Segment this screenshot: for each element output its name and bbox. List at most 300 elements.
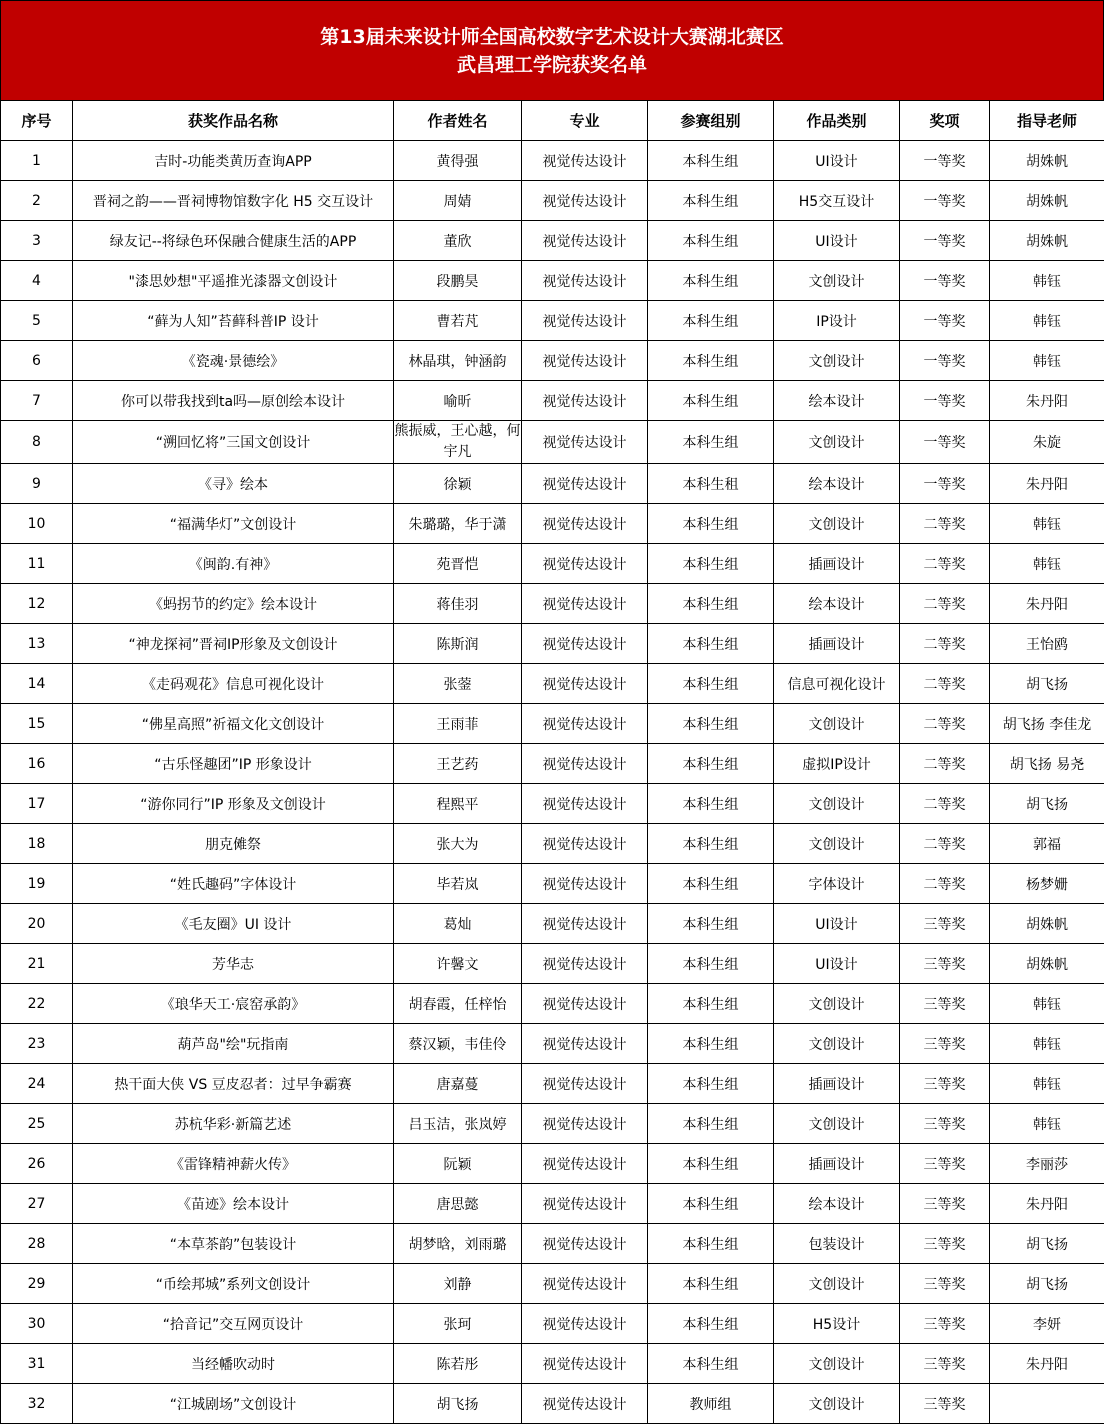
header-work-name: 获奖作品名称 (73, 101, 394, 141)
cell-category: 字体设计 (774, 864, 900, 904)
header-row (1, 101, 1104, 141)
cell-work-name: “佛星高照”祈福文化文创设计 (73, 704, 394, 744)
cell-group: 本科生组 (648, 341, 774, 381)
cell-category: UI设计 (774, 944, 900, 984)
cell-work-name: “拾音记”交互网页设计 (73, 1304, 394, 1344)
cell-advisor: 朱丹阳 (990, 1344, 1104, 1384)
cell-work-name: 绿友记--将绿色环保融合健康生活的APP (73, 221, 394, 261)
cell-advisor: 胡姝帆 (990, 904, 1104, 944)
cell-advisor: 朱丹阳 (990, 1184, 1104, 1224)
cell-author: 段鹏昊 (394, 261, 522, 301)
cell-award: 三等奖 (900, 904, 990, 944)
cell-group: 本科生组 (648, 1304, 774, 1344)
cell-group: 本科生组 (648, 1104, 774, 1144)
cell-major: 视觉传达设计 (522, 141, 648, 181)
cell-award: 二等奖 (900, 624, 990, 664)
cell-author: 苑晋恺 (394, 544, 522, 584)
cell-group: 本科生租 (648, 464, 774, 504)
table-row (1, 664, 1104, 704)
cell-award: 三等奖 (900, 1184, 990, 1224)
cell-author: 蔡汉颖，韦佳伶 (394, 1024, 522, 1064)
cell-group: 本科生组 (648, 1264, 774, 1304)
cell-advisor: 胡飞扬 (990, 664, 1104, 704)
cell-major: 视觉传达设计 (522, 864, 648, 904)
cell-award: 三等奖 (900, 1144, 990, 1184)
cell-advisor: 韩钰 (990, 544, 1104, 584)
cell-major: 视觉传达设计 (522, 744, 648, 784)
table-row (1, 784, 1104, 824)
cell-major: 视觉传达设计 (522, 1024, 648, 1064)
cell-advisor: 胡姝帆 (990, 221, 1104, 261)
cell-author: 黄得强 (394, 141, 522, 181)
cell-index: 26 (1, 1144, 73, 1184)
table-row (1, 301, 1104, 341)
cell-group: 本科生组 (648, 984, 774, 1024)
cell-category: 文创设计 (774, 341, 900, 381)
cell-major: 视觉传达设计 (522, 704, 648, 744)
cell-award: 一等奖 (900, 141, 990, 181)
cell-category: 信息可视化设计 (774, 664, 900, 704)
cell-advisor: 韩钰 (990, 261, 1104, 301)
cell-advisor: 韩钰 (990, 301, 1104, 341)
cell-author: 张蓥 (394, 664, 522, 704)
cell-major: 视觉传达设计 (522, 1104, 648, 1144)
cell-advisor: 胡飞扬 李佳龙 (990, 704, 1104, 744)
cell-advisor: 胡飞扬 (990, 784, 1104, 824)
cell-advisor: 韩钰 (990, 1064, 1104, 1104)
cell-author: 唐思懿 (394, 1184, 522, 1224)
cell-author: 张大为 (394, 824, 522, 864)
cell-author: 王雨菲 (394, 704, 522, 744)
cell-advisor: 胡姝帆 (990, 141, 1104, 181)
cell-award: 三等奖 (900, 944, 990, 984)
cell-work-name: 当经幡吹动时 (73, 1344, 394, 1384)
cell-work-name: “币绘邦城”系列文创设计 (73, 1264, 394, 1304)
table-row (1, 1064, 1104, 1104)
table-row (1, 1264, 1104, 1304)
cell-group: 本科生组 (648, 1224, 774, 1264)
cell-index: 29 (1, 1264, 73, 1304)
cell-category: 文创设计 (774, 824, 900, 864)
cell-work-name: “游你同行”IP 形象及文创设计 (73, 784, 394, 824)
cell-category: UI设计 (774, 904, 900, 944)
table-row (1, 1304, 1104, 1344)
cell-advisor: 王怡鸥 (990, 624, 1104, 664)
cell-category: IP设计 (774, 301, 900, 341)
title-banner (0, 0, 1104, 100)
cell-work-name: 苏杭华彩·新篇艺述 (73, 1104, 394, 1144)
cell-award: 三等奖 (900, 1304, 990, 1344)
cell-index: 27 (1, 1184, 73, 1224)
table-row (1, 1384, 1104, 1424)
cell-group: 本科生组 (648, 141, 774, 181)
cell-author: 阮颖 (394, 1144, 522, 1184)
cell-category: 文创设计 (774, 261, 900, 301)
cell-advisor: 韩钰 (990, 1024, 1104, 1064)
cell-work-name: “古乐怪趣团”IP 形象设计 (73, 744, 394, 784)
cell-work-name: 《寻》绘本 (73, 464, 394, 504)
cell-work-name: 《雷锋精神薪火传》 (73, 1144, 394, 1184)
award-table (0, 100, 1104, 1424)
cell-group: 本科生组 (648, 181, 774, 221)
cell-work-name: 你可以带我找到ta吗—原创绘本设计 (73, 381, 394, 421)
cell-index: 28 (1, 1224, 73, 1264)
cell-author: 王艺药 (394, 744, 522, 784)
cell-category: 绘本设计 (774, 1184, 900, 1224)
cell-award: 一等奖 (900, 261, 990, 301)
cell-work-name: 吉时-功能类黄历查询APP (73, 141, 394, 181)
cell-work-name: “神龙探祠”晋祠IP形象及文创设计 (73, 624, 394, 664)
cell-category: 虚拟IP设计 (774, 744, 900, 784)
table-row (1, 1224, 1104, 1264)
cell-group: 本科生组 (648, 744, 774, 784)
cell-group: 本科生组 (648, 1024, 774, 1064)
table-row (1, 624, 1104, 664)
cell-group: 本科生组 (648, 944, 774, 984)
cell-category: H5交互设计 (774, 181, 900, 221)
cell-category: 文创设计 (774, 504, 900, 544)
cell-group: 本科生组 (648, 904, 774, 944)
table-row (1, 141, 1104, 181)
cell-award: 三等奖 (900, 1104, 990, 1144)
cell-index: 2 (1, 181, 73, 221)
cell-group: 本科生组 (648, 421, 774, 464)
table-row (1, 744, 1104, 784)
cell-major: 视觉传达设计 (522, 904, 648, 944)
cell-advisor: 朱丹阳 (990, 464, 1104, 504)
table-row (1, 824, 1104, 864)
cell-advisor: 韩钰 (990, 341, 1104, 381)
cell-award: 二等奖 (900, 704, 990, 744)
cell-major: 视觉传达设计 (522, 504, 648, 544)
cell-author: 陈斯润 (394, 624, 522, 664)
cell-author: 毕若岚 (394, 864, 522, 904)
cell-group: 本科生组 (648, 1344, 774, 1384)
cell-major: 视觉传达设计 (522, 341, 648, 381)
cell-work-name: 热干面大侠 VS 豆皮忍者：过早争霸赛 (73, 1064, 394, 1104)
cell-author: 许馨文 (394, 944, 522, 984)
cell-index: 4 (1, 261, 73, 301)
table-row (1, 341, 1104, 381)
cell-major: 视觉传达设计 (522, 1224, 648, 1264)
cell-award: 二等奖 (900, 864, 990, 904)
cell-category: 包装设计 (774, 1224, 900, 1264)
cell-author: 张珂 (394, 1304, 522, 1344)
cell-index: 20 (1, 904, 73, 944)
cell-award: 一等奖 (900, 381, 990, 421)
cell-award: 二等奖 (900, 504, 990, 544)
cell-author: 唐嘉蔓 (394, 1064, 522, 1104)
page-title: 第13届未来设计师全国高校数字艺术设计大赛湖北赛区 (320, 25, 784, 48)
cell-advisor: 李丽莎 (990, 1144, 1104, 1184)
cell-group: 本科生组 (648, 544, 774, 584)
cell-index: 14 (1, 664, 73, 704)
cell-award: 三等奖 (900, 1024, 990, 1064)
cell-index: 19 (1, 864, 73, 904)
cell-major: 视觉传达设计 (522, 1304, 648, 1344)
header-index: 序号 (1, 101, 73, 141)
cell-group: 本科生组 (648, 1184, 774, 1224)
cell-group: 本科生组 (648, 584, 774, 624)
table-row (1, 864, 1104, 904)
cell-work-name: “溯回忆将”三国文创设计 (73, 421, 394, 464)
table-body (1, 141, 1104, 1424)
cell-category: 插画设计 (774, 624, 900, 664)
cell-index: 15 (1, 704, 73, 744)
cell-category: 文创设计 (774, 421, 900, 464)
cell-work-name: “福满华灯”文创设计 (73, 504, 394, 544)
cell-author: 葛灿 (394, 904, 522, 944)
cell-category: UI设计 (774, 141, 900, 181)
cell-category: 插画设计 (774, 1144, 900, 1184)
cell-advisor: 韩钰 (990, 984, 1104, 1024)
cell-index: 18 (1, 824, 73, 864)
cell-category: H5设计 (774, 1304, 900, 1344)
table-row (1, 1184, 1104, 1224)
cell-category: 文创设计 (774, 1344, 900, 1384)
header-award: 奖项 (900, 101, 990, 141)
cell-index: 11 (1, 544, 73, 584)
cell-award: 二等奖 (900, 584, 990, 624)
cell-award: 三等奖 (900, 1344, 990, 1384)
cell-group: 本科生组 (648, 261, 774, 301)
cell-author: 徐颖 (394, 464, 522, 504)
cell-major: 视觉传达设计 (522, 1264, 648, 1304)
cell-advisor: 胡飞扬 (990, 1224, 1104, 1264)
cell-index: 22 (1, 984, 73, 1024)
cell-major: 视觉传达设计 (522, 664, 648, 704)
cell-category: 插画设计 (774, 544, 900, 584)
table-row (1, 381, 1104, 421)
cell-author: 程熙平 (394, 784, 522, 824)
cell-major: 视觉传达设计 (522, 1344, 648, 1384)
cell-major: 视觉传达设计 (522, 221, 648, 261)
cell-group: 本科生组 (648, 1064, 774, 1104)
cell-advisor: 胡飞扬 (990, 1264, 1104, 1304)
cell-author: 刘静 (394, 1264, 522, 1304)
cell-group: 教师组 (648, 1384, 774, 1424)
cell-award: 二等奖 (900, 784, 990, 824)
cell-category: 文创设计 (774, 1104, 900, 1144)
cell-work-name: 葫芦岛"绘"玩指南 (73, 1024, 394, 1064)
cell-major: 视觉传达设计 (522, 944, 648, 984)
cell-award: 三等奖 (900, 984, 990, 1024)
cell-advisor: 韩钰 (990, 504, 1104, 544)
cell-major: 视觉传达设计 (522, 824, 648, 864)
cell-author: 熊振威，王心越，何宇凡 (394, 421, 522, 464)
table-row (1, 704, 1104, 744)
cell-award: 一等奖 (900, 181, 990, 221)
table-row (1, 221, 1104, 261)
cell-advisor: 胡姝帆 (990, 181, 1104, 221)
cell-work-name: 《琅华天工·宸窑承韵》 (73, 984, 394, 1024)
cell-author: 林晶琪，钟涵韵 (394, 341, 522, 381)
cell-group: 本科生组 (648, 824, 774, 864)
cell-major: 视觉传达设计 (522, 1144, 648, 1184)
cell-major: 视觉传达设计 (522, 261, 648, 301)
cell-author: 董欣 (394, 221, 522, 261)
cell-author: 胡飞扬 (394, 1384, 522, 1424)
cell-index: 17 (1, 784, 73, 824)
cell-advisor: 韩钰 (990, 1104, 1104, 1144)
cell-group: 本科生组 (648, 1144, 774, 1184)
cell-award: 一等奖 (900, 464, 990, 504)
cell-work-name: 《瓷魂·景德绘》 (73, 341, 394, 381)
cell-award: 三等奖 (900, 1264, 990, 1304)
cell-author: 朱璐璐，华于潇 (394, 504, 522, 544)
cell-major: 视觉传达设计 (522, 1384, 648, 1424)
cell-major: 视觉传达设计 (522, 1064, 648, 1104)
cell-award: 一等奖 (900, 421, 990, 464)
cell-index: 5 (1, 301, 73, 341)
table-row (1, 1024, 1104, 1064)
cell-award: 一等奖 (900, 341, 990, 381)
cell-index: 9 (1, 464, 73, 504)
cell-work-name: 晋祠之韵——晋祠博物馆数字化 H5 交互设计 (73, 181, 394, 221)
cell-work-name: “江城剧场”文创设计 (73, 1384, 394, 1424)
cell-award: 三等奖 (900, 1224, 990, 1264)
cell-work-name: 芳华志 (73, 944, 394, 984)
cell-work-name: 《闽韵.有神》 (73, 544, 394, 584)
cell-major: 视觉传达设计 (522, 381, 648, 421)
cell-category: 文创设计 (774, 1384, 900, 1424)
cell-author: 周婧 (394, 181, 522, 221)
cell-index: 8 (1, 421, 73, 464)
header-advisor: 指导老师 (990, 101, 1104, 141)
table-row (1, 944, 1104, 984)
cell-work-name: “藓为人知”苔藓科普IP 设计 (73, 301, 394, 341)
cell-category: 插画设计 (774, 1064, 900, 1104)
cell-index: 25 (1, 1104, 73, 1144)
cell-group: 本科生组 (648, 704, 774, 744)
cell-award: 一等奖 (900, 301, 990, 341)
cell-category: 绘本设计 (774, 584, 900, 624)
cell-major: 视觉传达设计 (522, 984, 648, 1024)
cell-group: 本科生组 (648, 221, 774, 261)
cell-major: 视觉传达设计 (522, 624, 648, 664)
cell-index: 13 (1, 624, 73, 664)
cell-group: 本科生组 (648, 504, 774, 544)
table-row (1, 584, 1104, 624)
cell-index: 30 (1, 1304, 73, 1344)
header-group: 参赛组别 (648, 101, 774, 141)
header-major: 专业 (522, 101, 648, 141)
cell-category: 绘本设计 (774, 464, 900, 504)
cell-group: 本科生组 (648, 864, 774, 904)
cell-advisor: 李妍 (990, 1304, 1104, 1344)
table-row (1, 464, 1104, 504)
cell-group: 本科生组 (648, 784, 774, 824)
cell-award: 二等奖 (900, 664, 990, 704)
cell-award: 二等奖 (900, 544, 990, 584)
header-author: 作者姓名 (394, 101, 522, 141)
table-row (1, 984, 1104, 1024)
cell-work-name: "漆思妙想"平遥推光漆器文创设计 (73, 261, 394, 301)
cell-advisor: 胡姝帆 (990, 944, 1104, 984)
cell-group: 本科生组 (648, 624, 774, 664)
cell-category: 文创设计 (774, 1024, 900, 1064)
cell-award: 一等奖 (900, 221, 990, 261)
cell-work-name: 《走码观花》信息可视化设计 (73, 664, 394, 704)
cell-index: 32 (1, 1384, 73, 1424)
page-subtitle: 武昌理工学院获奖名单 (456, 53, 647, 76)
cell-category: 绘本设计 (774, 381, 900, 421)
cell-major: 视觉传达设计 (522, 421, 648, 464)
cell-index: 3 (1, 221, 73, 261)
table-row (1, 421, 1104, 464)
table-row (1, 904, 1104, 944)
cell-work-name: 《毛友圈》UI 设计 (73, 904, 394, 944)
table-row (1, 261, 1104, 301)
cell-award: 三等奖 (900, 1384, 990, 1424)
cell-category: 文创设计 (774, 984, 900, 1024)
cell-author: 陈若彤 (394, 1344, 522, 1384)
cell-group: 本科生组 (648, 381, 774, 421)
cell-award: 二等奖 (900, 824, 990, 864)
cell-index: 6 (1, 341, 73, 381)
cell-major: 视觉传达设计 (522, 301, 648, 341)
header-category: 作品类别 (774, 101, 900, 141)
cell-major: 视觉传达设计 (522, 544, 648, 584)
table-row (1, 1104, 1104, 1144)
cell-work-name: 朋克傩祭 (73, 824, 394, 864)
table-row (1, 1144, 1104, 1184)
cell-index: 31 (1, 1344, 73, 1384)
cell-work-name: 《蚂拐节的约定》绘本设计 (73, 584, 394, 624)
cell-major: 视觉传达设计 (522, 464, 648, 504)
cell-award: 二等奖 (900, 744, 990, 784)
cell-major: 视觉传达设计 (522, 584, 648, 624)
cell-author: 蒋佳羽 (394, 584, 522, 624)
cell-advisor: 朱丹阳 (990, 381, 1104, 421)
cell-work-name: “本草茶韵”包装设计 (73, 1224, 394, 1264)
cell-group: 本科生组 (648, 301, 774, 341)
cell-index: 1 (1, 141, 73, 181)
cell-category: 文创设计 (774, 784, 900, 824)
cell-author: 曹若芃 (394, 301, 522, 341)
cell-major: 视觉传达设计 (522, 1184, 648, 1224)
cell-advisor: 朱旋 (990, 421, 1104, 464)
cell-award: 三等奖 (900, 1064, 990, 1104)
table-row (1, 1344, 1104, 1384)
cell-major: 视觉传达设计 (522, 181, 648, 221)
cell-index: 23 (1, 1024, 73, 1064)
table-row (1, 544, 1104, 584)
cell-author: 吕玉洁，张岚婷 (394, 1104, 522, 1144)
cell-advisor: 朱丹阳 (990, 584, 1104, 624)
cell-advisor: 杨梦姗 (990, 864, 1104, 904)
cell-major: 视觉传达设计 (522, 784, 648, 824)
cell-index: 7 (1, 381, 73, 421)
cell-index: 21 (1, 944, 73, 984)
cell-index: 24 (1, 1064, 73, 1104)
cell-advisor: 郭福 (990, 824, 1104, 864)
cell-work-name: “姓氏趣码”字体设计 (73, 864, 394, 904)
table-row (1, 504, 1104, 544)
cell-index: 12 (1, 584, 73, 624)
cell-advisor (990, 1384, 1104, 1424)
cell-advisor: 胡飞扬 易尧 (990, 744, 1104, 784)
cell-group: 本科生组 (648, 664, 774, 704)
cell-category: 文创设计 (774, 1264, 900, 1304)
cell-author: 胡梦晗，刘雨璐 (394, 1224, 522, 1264)
table-row (1, 181, 1104, 221)
cell-category: UI设计 (774, 221, 900, 261)
cell-index: 16 (1, 744, 73, 784)
cell-work-name: 《苗迹》绘本设计 (73, 1184, 394, 1224)
cell-index: 10 (1, 504, 73, 544)
cell-category: 文创设计 (774, 704, 900, 744)
